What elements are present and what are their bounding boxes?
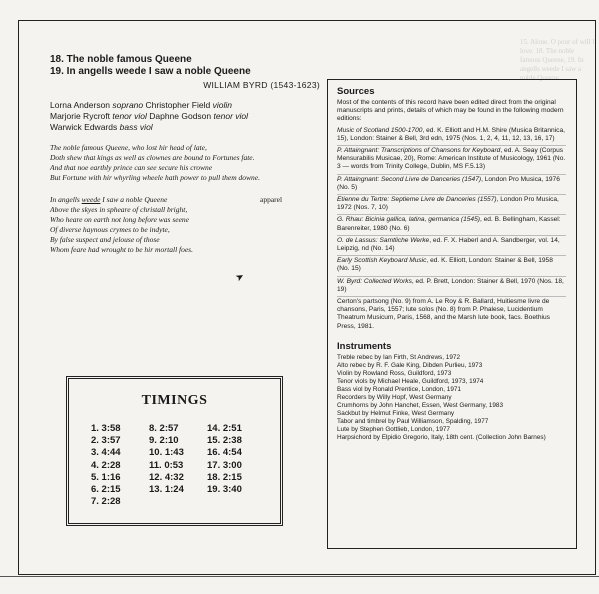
source-title: P. Attaingnant: Transcriptions of Chansons for Keyboard [337,147,501,155]
source-details: , ed. P. Brett, London: Stainer & Bell, 1970 (Nos. 18, 19) [337,277,564,293]
underlined-word: weede [81,195,101,204]
timing-entry: 13. 1:24 [149,484,184,496]
timing-entry: 4. 2:28 [91,459,121,471]
track-19-title: 19. In angells weede I saw a noble Queene [50,66,251,77]
source-details: , ed. A. Seay (Corpus Mensurabilis Musicae, 20), Rome: American Institute of Musicology, 1961 (No. 3 — words from Trinity College, Dublin, MS F.5.13) [337,147,566,171]
timing-entry: 11. 0:53 [149,459,184,471]
timings-column-3 [207,423,242,496]
timing-entry: 16. 4:54 [207,447,242,459]
instrument-item: Tenor viols by Michael Heale, Guildford, 1973, 1974 [337,377,484,385]
timings-title: TIMINGS [141,393,208,408]
performer-name: Marjorie Rycroft [50,111,110,121]
sources-list [337,126,566,331]
performer-row [50,122,320,133]
performer-name: Warwick Edwards [50,122,118,132]
poem-line: Of diverse haynous crymes to be indyte, [50,225,170,234]
source-title: Early Scottish Keyboard Music [337,257,427,265]
sources-box [327,79,577,549]
source-title: G. Rhau: Bicinia gallica, latina, germanica (1545) [337,216,480,224]
source-title: Etienne du Tertre: Septieme Livre de Danceries (1557) [337,196,497,204]
timing-entry: 12. 4:32 [149,471,184,483]
source-item [337,255,566,273]
poem-line: Who heare on earth not long before was seene [50,215,190,224]
timing-entry: 1. 3:58 [91,423,121,434]
source-details: Certon's partsong (No. 9) from A. Le Roy & R. Ballard, Huitiesme livre de chansons, Paris, 1557; lute solos (No. 8) from P. Phalese, Lucidentium Theatrum Musicum, Paris, 1568, and the Marsh lute book, facs. Boethius Press, 1981. [337,298,550,330]
poem-line: And that noe earthly prince can see secure his crowne [50,163,213,172]
instrument-item: Recorders by Willy Hopf, West Germany [337,393,452,401]
performer-role: bass viol [119,122,153,132]
source-details: , ed. B. Bellingham, Kassel: Barenreiter, 1980 (No. 6) [337,216,561,232]
timing-entry: 9. 2:10 [149,435,179,447]
poem-line: But Fortune with hir whyrling wheele hath power to pull them downe. [50,173,260,182]
instrument-item: Crumhorns by John Hanchet, Essen, West Germany, 1983 [337,401,503,409]
instrument-item: Sackbut by Helmut Finke, West Germany [337,409,455,417]
timing-entry: 14. 2:51 [207,423,242,434]
timings-column-2 [149,423,184,496]
performer-name: Daphne Godson [149,111,212,121]
track-notes [50,54,320,255]
source-title: O. de Lassus: Samtliche Werke [337,236,430,244]
source-title: P. Attaingnant: Second Livre de Danceries (1547) [337,175,482,183]
performer-name: Christopher Field [145,100,211,110]
sources-intro: Most of the contents of this record have been edited direct from the original manuscripts and prints, details of which may be found in the following modern editions: [337,99,564,123]
instrument-item: Bass viol by Ronald Prentice, London, 1971 [337,385,461,393]
source-details: , London Pro Musica, 1976 (No. 5) [337,175,560,191]
source-item [337,126,566,143]
performer-name: Lorna Anderson [50,100,111,110]
performer-row [50,100,320,111]
source-details: , ed. F. X. Haberl and A. Sandberger, vol. 14, Leipzig, nd (No. 14) [337,236,560,253]
performer-role: violin [212,100,232,110]
mouse-cursor-icon: ➤ [233,270,247,285]
instrument-item: Alto rebec by R. F. Gale King, Dibden Purlieu, 1973 [337,361,483,369]
poem-line: In angells weede I saw a noble Queene [50,195,168,204]
source-item [337,174,566,192]
timing-entry: 19. 3:40 [207,484,242,496]
source-item [337,194,566,212]
performer-role: tenor viol [213,111,249,121]
poem-line: Above the skyes in spheare of christall bright, [50,205,188,214]
performers-list [50,100,320,133]
source-title: W. Byrd: Collected Works [337,277,412,285]
source-title: Music of Scotland 1500-1700 [337,126,423,134]
source-details: , ed. K. Elliott and H.M. Shire (Musica Britannica, 15), London: Stainer & Bell, 3rd edn, 1975 (Nos. 1, 2, 4, 11, 12, 13, 16, 17) [337,126,565,142]
timing-entry: 10. 1:43 [149,447,184,459]
poem-angells-weede [50,195,320,255]
timings-box [66,376,283,526]
timing-entry: 17. 3:00 [207,459,242,471]
instruments-heading: Instruments [337,340,392,352]
timings-column-1 [91,423,121,508]
timing-entry: 8. 2:57 [149,423,179,434]
performer-role: soprano [112,100,144,110]
poem-line: Whom feare had wrought to be hir mortall foes. [50,245,193,254]
poem-line: Doth shew that kings as well as clownes are bound to Fortunes fate. [50,153,255,162]
poem-line: The noble famous Queene, who lost hir head of late, [50,143,207,152]
poem-noble-queene [50,143,320,183]
instrument-item: Treble rebec by Ian Firth, St Andrews, 1972 [337,353,461,361]
timing-entry: 18. 2:15 [207,471,242,483]
source-details: , London Pro Musica, 1972 (Nos. 7, 10) [337,196,559,212]
sources-heading: Sources [337,86,375,97]
source-item [337,235,566,253]
timing-entry: 15. 2:38 [207,435,242,447]
timing-entry: 2. 3:57 [91,435,121,447]
timing-entry: 6. 2:15 [91,484,121,496]
bleed-through-text: 15. Alone. O pour of will I love. 18. The noble famous Queene, 19. In angells weede I saw a noble Queene [520,38,595,82]
timing-entry: 3. 4:44 [91,447,121,459]
poem-line: By false suspect and jelouse of those [50,235,160,244]
instrument-item: Tabor and timbrel by Paul Williamson, Spalding, 1977 [337,417,489,425]
instrument-item: Lute by Stephen Gottlieb, London, 1977 [337,425,450,433]
performer-row [50,111,320,122]
source-item [337,296,566,331]
source-item [337,276,566,294]
timing-entry: 7. 2:28 [91,496,121,508]
gloss-note: apparel [260,195,283,204]
instruments-list [337,354,566,442]
source-item [337,214,566,232]
performer-role: tenor viol [112,111,147,121]
instrument-item: Violin by Rowland Ross, Guildford, 1973 [337,369,452,377]
timing-entry: 5. 1:16 [91,471,121,483]
instrument-item: Harpsichord by Elpidio Gregorio, Italy, 18th cent. (Collection John Barnes) [337,433,546,441]
track-18-title: 18. The noble famous Queene [50,54,192,65]
source-details: , ed. K. Elliott, London: Stainer & Bell, 1958 (No. 15) [337,257,553,273]
composer-credit: WILLIAM BYRD (1543-1623) [203,80,320,90]
bottom-rule [0,576,599,577]
source-item [337,145,566,172]
